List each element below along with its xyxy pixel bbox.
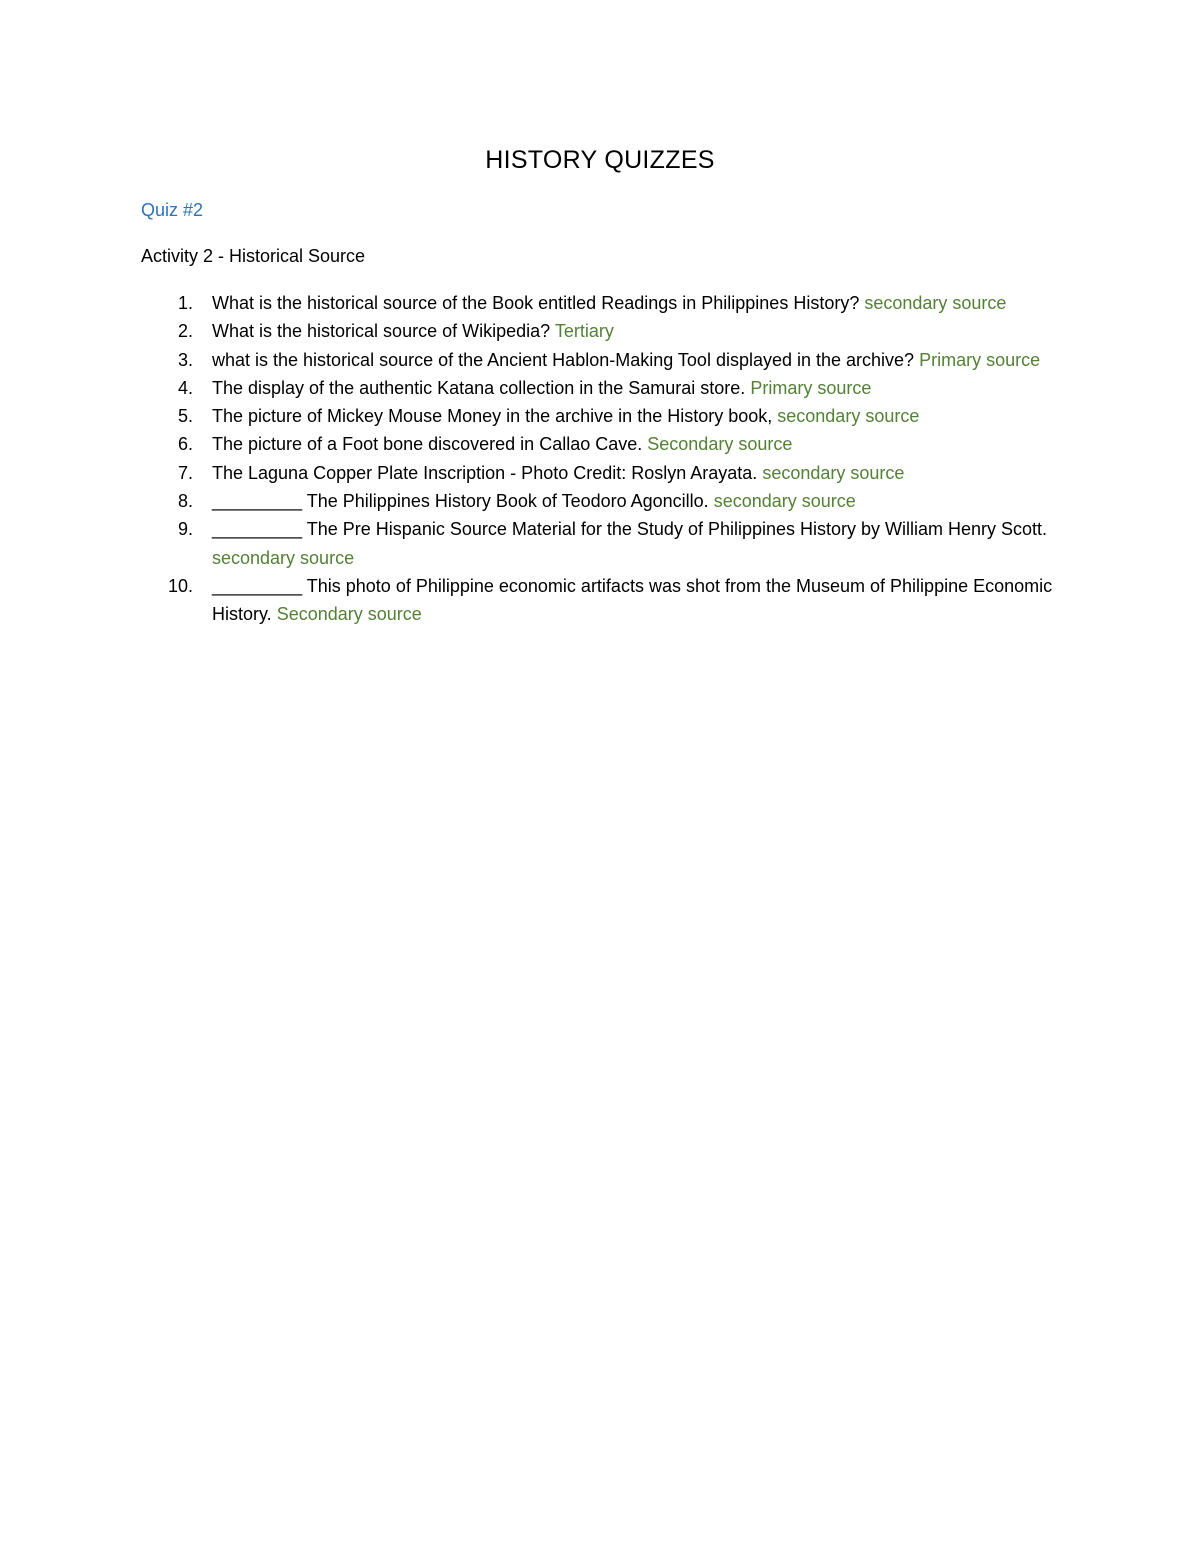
question-text: _________ The Pre Hispanic Source Material for the Study of Philippines History by William Henry Scott. xyxy=(212,519,1048,540)
question-text: The picture of a Foot bone discovered in Callao Cave. xyxy=(212,434,643,455)
question-number: 2. xyxy=(177,321,193,342)
question-item-5 xyxy=(141,402,1061,430)
question-item-9 xyxy=(141,515,1061,572)
question-answer: secondary source xyxy=(713,491,856,512)
question-item-1 xyxy=(141,289,1061,317)
question-answer: Tertiary xyxy=(554,321,614,342)
question-item-8 xyxy=(141,487,1061,515)
question-item-2 xyxy=(141,317,1061,345)
question-text: What is the historical source of Wikipedia? xyxy=(212,321,551,342)
question-item-3 xyxy=(141,346,1061,374)
question-answer: secondary source xyxy=(864,293,1007,313)
question-text: The Laguna Copper Plate Inscription - Photo Credit: Roslyn Arayata. xyxy=(212,462,758,483)
question-text: The display of the authentic Katana collection in the Samurai store. xyxy=(212,377,746,398)
question-answer: Secondary source xyxy=(276,604,422,625)
question-list xyxy=(141,289,1061,629)
question-text: what is the historical source of the Ancient Hablon-Making Tool displayed in the archive? xyxy=(212,349,915,370)
question-number: 9. xyxy=(177,519,193,540)
question-number: 7. xyxy=(177,462,193,483)
question-number: 4. xyxy=(177,377,193,398)
question-text: _________ This photo of Philippine economic artifacts was shot from the Museum of Philippine Economic History. xyxy=(212,575,1053,625)
question-answer: Primary source xyxy=(750,377,872,398)
quiz-heading: Quiz #2 xyxy=(141,200,204,220)
question-answer: secondary source xyxy=(212,547,355,568)
question-item-7 xyxy=(141,459,1061,487)
page-title: HISTORY QUIZZES xyxy=(485,146,715,174)
question-number: 5. xyxy=(177,406,193,427)
question-number: 8. xyxy=(177,491,193,512)
question-answer: Secondary source xyxy=(647,434,793,455)
question-answer: secondary source xyxy=(762,462,905,483)
activity-title: Activity 2 - Historical Source xyxy=(141,246,366,266)
question-item-6 xyxy=(141,430,1061,458)
question-number: 6. xyxy=(177,434,193,455)
question-answer: secondary source xyxy=(777,406,920,427)
question-text: What is the historical source of the Book entitled Readings in Philippines History? xyxy=(212,293,860,313)
question-item-10 xyxy=(141,572,1061,629)
question-text: The picture of Mickey Mouse Money in the archive in the History book, xyxy=(212,406,773,427)
question-number: 10. xyxy=(167,575,193,596)
question-text: _________ The Philippines History Book of Teodoro Agoncillo. xyxy=(212,491,709,512)
question-item-4 xyxy=(141,374,1061,402)
question-number: 1. xyxy=(177,293,193,313)
question-number: 3. xyxy=(177,349,193,370)
question-answer: Primary source xyxy=(919,349,1041,370)
